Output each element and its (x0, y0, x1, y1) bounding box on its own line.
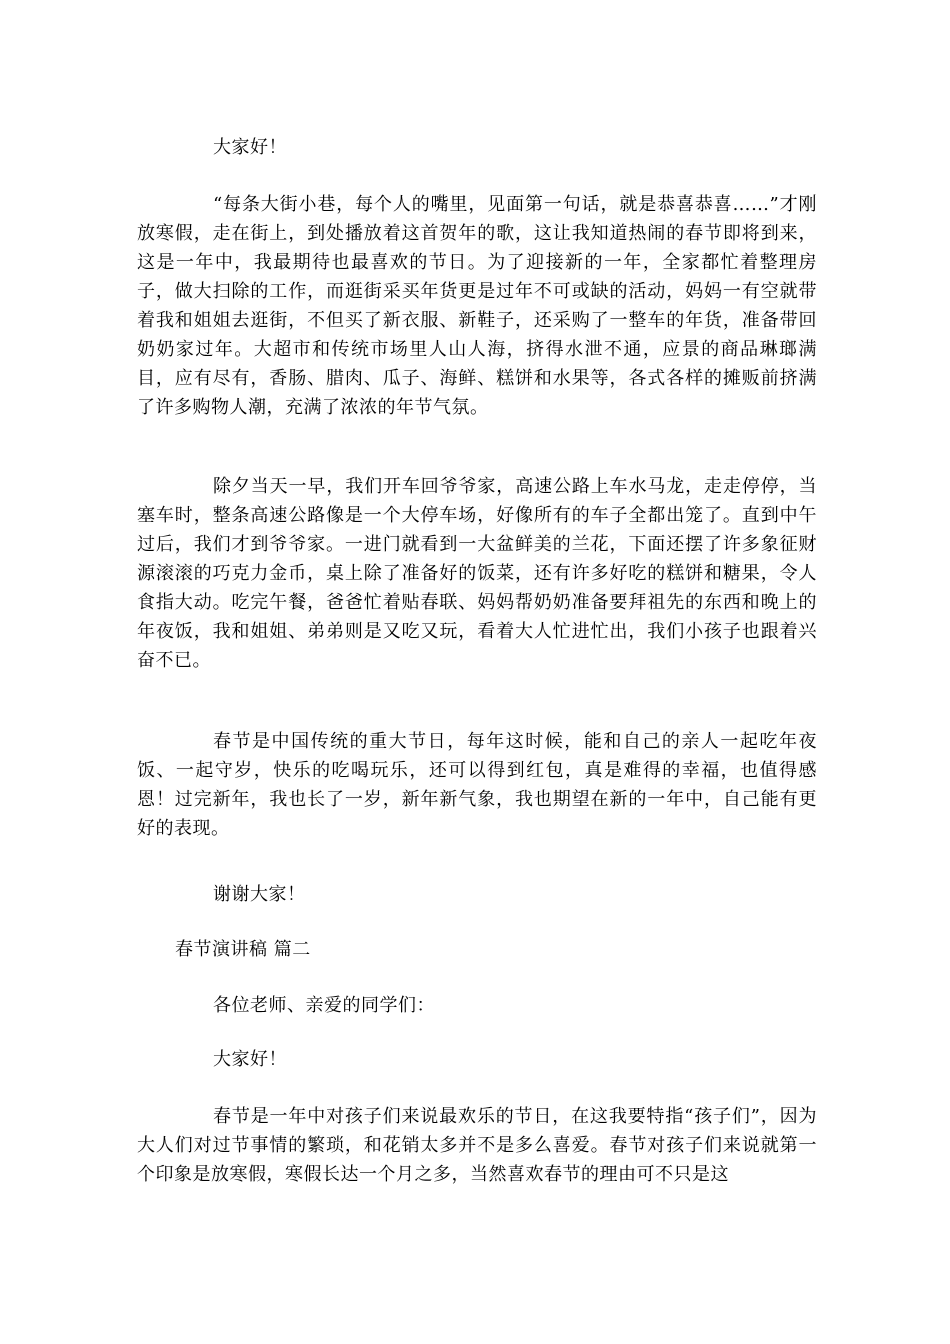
paragraph-1: “每条大街小巷，每个人的嘴里，见面第一句话，就是恭喜恭喜……”才刚放寒假，走在街上，到处播放着这首贺年的歌，这让我知道热闹的春节即将到来，这是一年中，我最期待也最喜欢的节日。为了迎接新的一年，全家都忙着整理房子，做大扫除的工作，而逛街采买年货更是过年不可或缺的活动，妈妈一有空就带着我和姐姐去逛街，不但买了新衣服、新鞋子，还采购了一整车的年货，准备带回奶奶家过年。大超市和传统市场里人山人海，挤得水泄不通，应景的商品琳瑯满目，应有尽有，香肠、腊肉、瓜子、海鲜、糕饼和水果等，各式各样的摊贩前挤满了许多购物人潮，充满了浓浓的年节气氛。 (137, 194, 817, 418)
paragraph-3: 春节是中国传统的重大节日，每年这时候，能和自己的亲人一起吃年夜饭、一起守岁，快乐的吃喝玩乐，还可以得到红包，真是难得的幸福，也值得感恩！过完新年，我也长了一岁，新年新气象，我也期望在新的一年中，自己能有更好的表现。 (137, 731, 817, 839)
salutation: 各位老师、亲爱的同学们： (213, 995, 435, 1016)
closing-line: 谢谢大家！ (213, 884, 306, 905)
paragraph-4: 春节是一年中对孩子们来说最欢乐的节日，在这我要特指“孩子们”，因为大人们对过节事情的繁琐，和花销太多并不是多么喜爱。春节对孩子们来说就第一个印象是放寒假，寒假长达一个月之多，当然喜欢春节的理由可不只是这 (137, 1106, 817, 1185)
greeting-1: 大家好！ (213, 137, 287, 158)
greeting-2: 大家好！ (213, 1049, 287, 1070)
section-heading: 春节演讲稿 篇二 (175, 939, 311, 960)
paragraph-2: 除夕当天一早，我们开车回爷爷家，高速公路上车水马龙，走走停停，当塞车时，整条高速公路像是一个大停车场，好像所有的车子全都出笼了。直到中午过后，我们才到爷爷家。一进门就看到一大盆鲜美的兰花，下面还摆了许多象征财源滚滚的巧克力金币，桌上除了准备好的饭菜，还有许多好吃的糕饼和糖果，令人食指大动。吃完午餐，爸爸忙着贴春联、妈妈帮奶奶准备要拜祖先的东西和晚上的年夜饭，我和姐姐、弟弟则是又吃又玩，看着大人忙进忙出，我们小孩子也跟着兴奋不已。 (137, 476, 817, 671)
